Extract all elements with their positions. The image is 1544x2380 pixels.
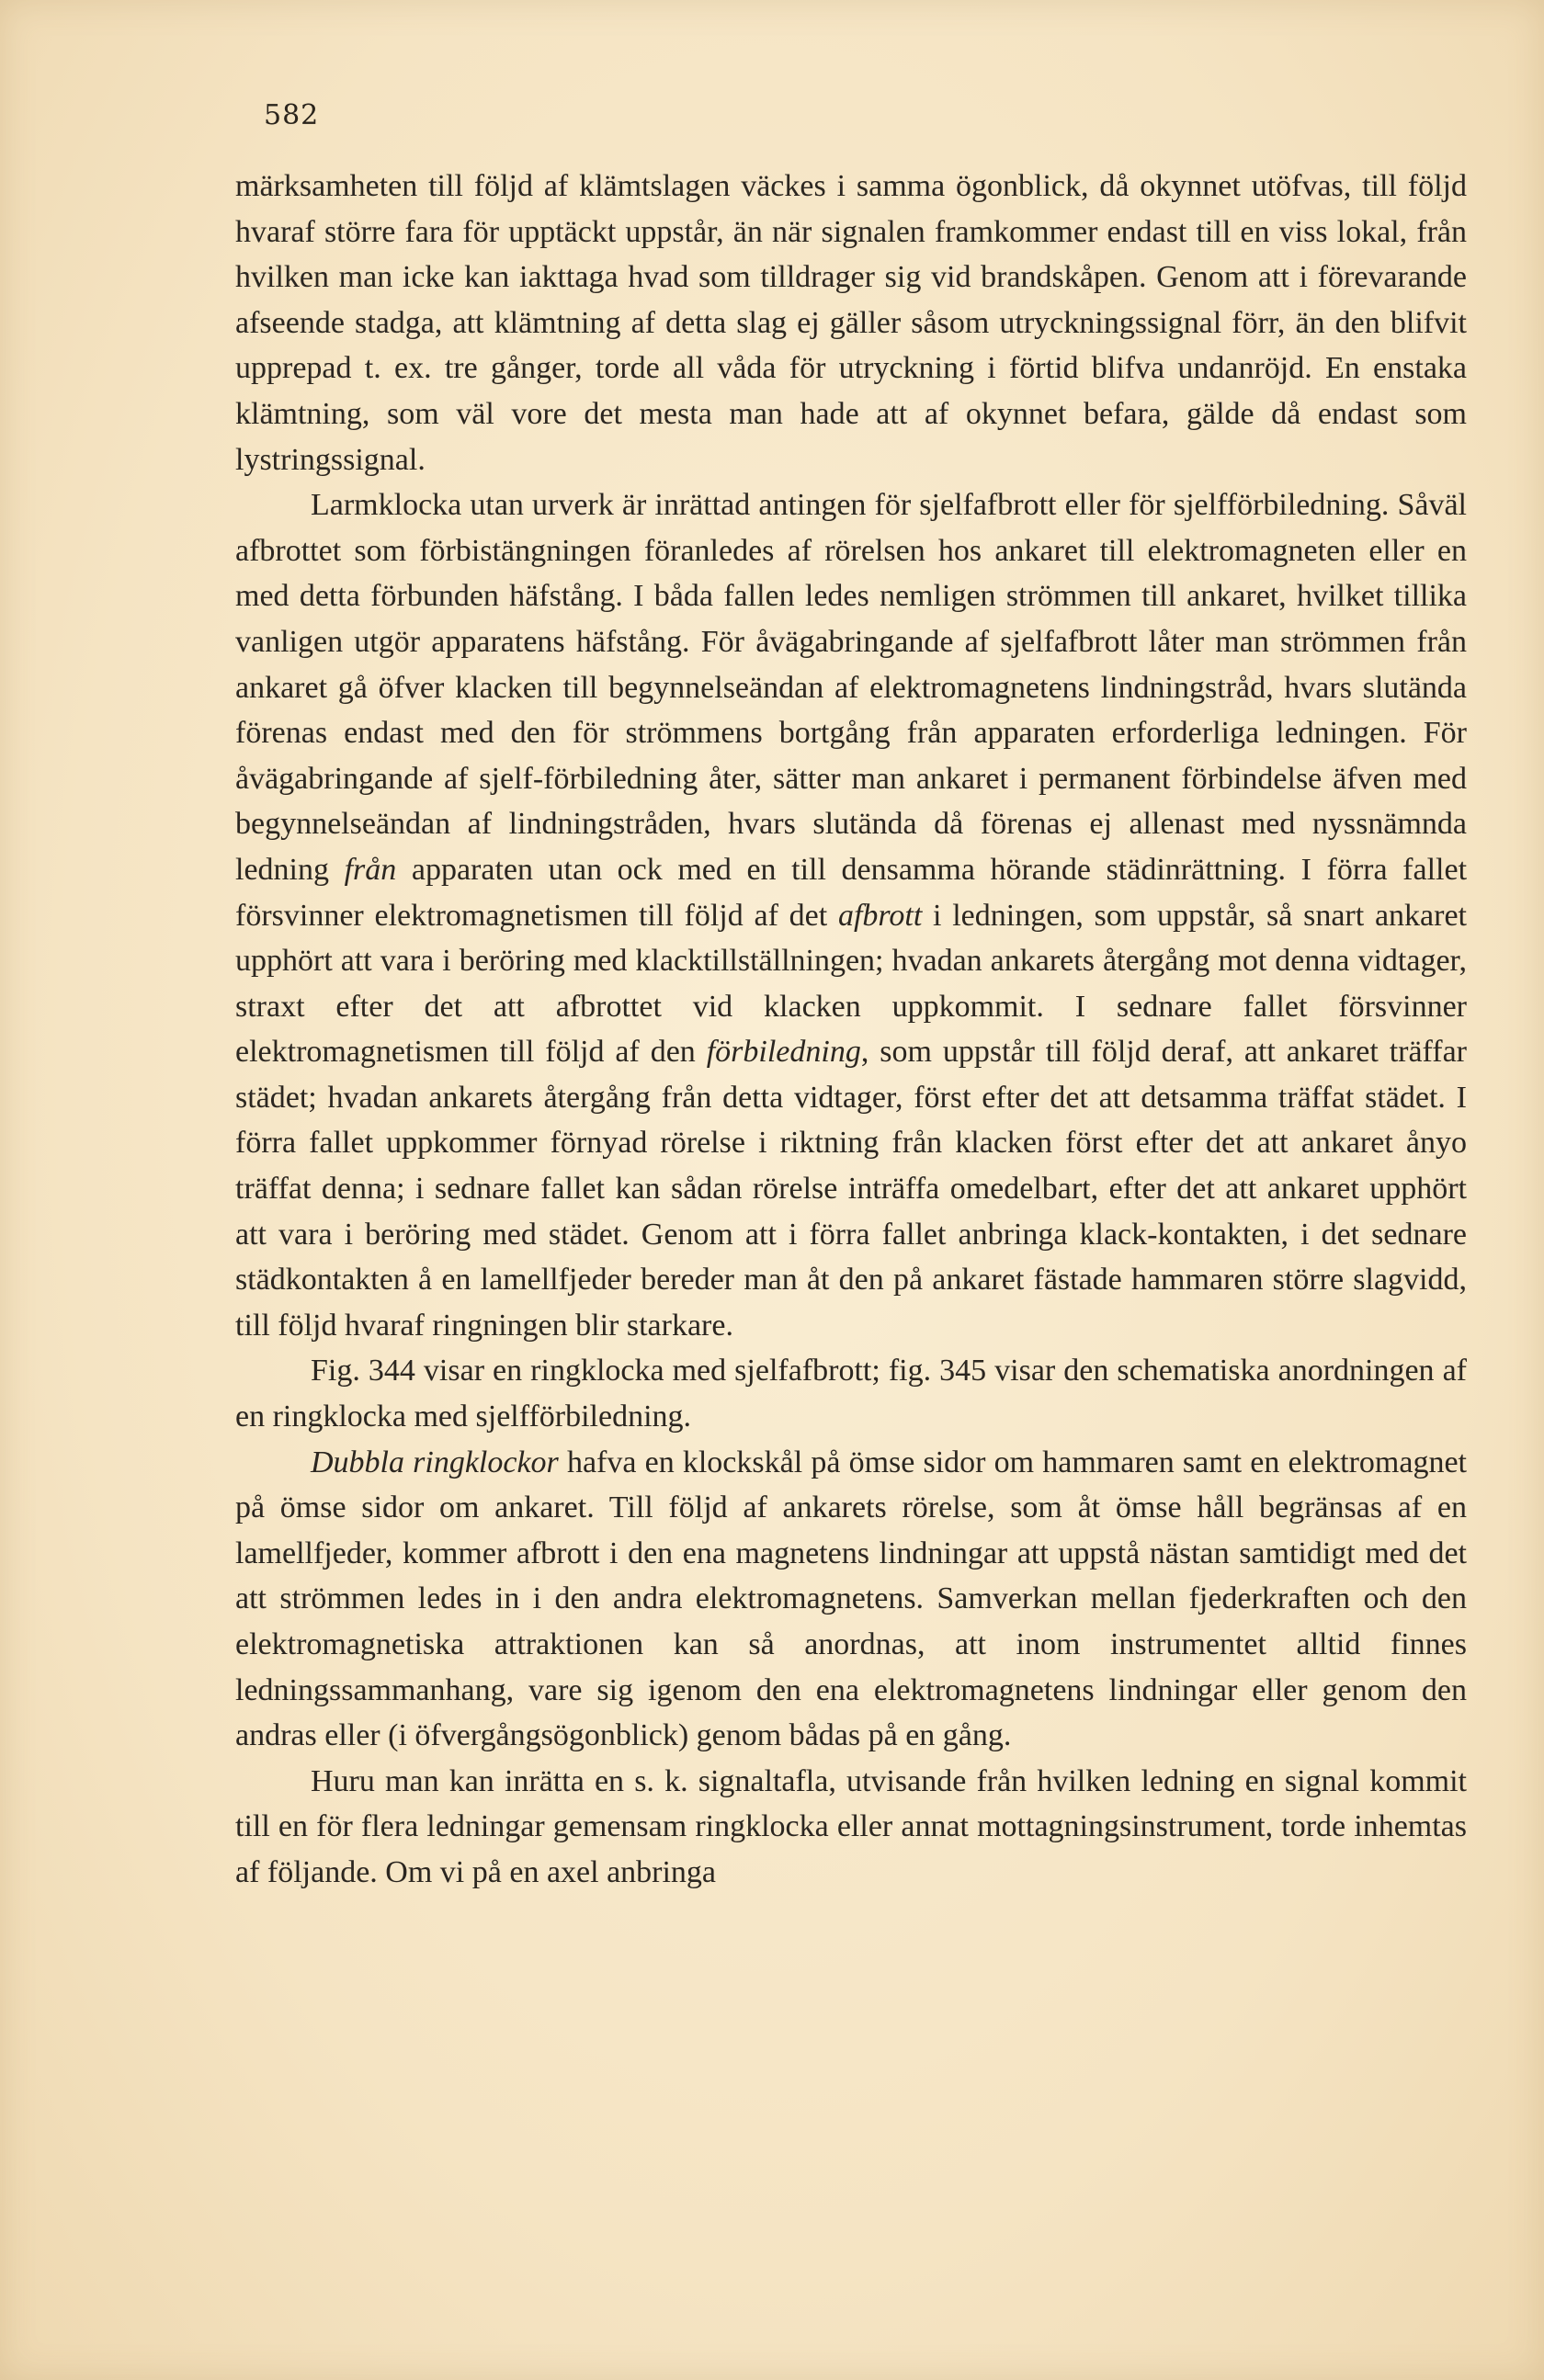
text-segment: märksamheten till följd af klämtslagen väckes i samma ögonblick, då okynnet utöfvas, till följd hvaraf större fara för upptäckt uppstår, än när signalen framkommer endast till en viss lokal, från hvilken man icke kan iakttaga hvad som tilldrager sig vid brandskåpen. Genom att i förevarande afseende stadga, att klämtning af detta slag ej gäller såsom utryckningssignal förr, än den blifvit upprepad t. ex. tre gånger, torde all våda för utryckning i förtid blifva undanröjd. En enstaka klämtning, som väl vore det mesta man hade att af okynnet befara, gälde då endast som lystringssignal. bbox=[235, 169, 1467, 477]
italic-term: förbiledning bbox=[706, 1035, 861, 1070]
italic-term: Dubbla ringklockor bbox=[311, 1445, 559, 1479]
text-segment: Huru man kan inrätta en s. k. signaltafla, utvisande från hvilken ledning en signal kommit till en för flera ledningar gemensam ringklocka eller annat mottagningsinstrument, torde inhemtas af följande. Om vi på en axel anbringa bbox=[235, 1763, 1467, 1889]
text-segment: , som uppstår till följd deraf, att ankaret träffar städet; hvadan ankarets återgång från detta vidtager, först efter det att detsamma träffat städet. I förra fallet uppkommer förnyad rörelse i riktning från klacken först efter det att ankaret ånyo träffat denna; i sednare fallet kan sådan rörelse inträffa omedelbart, efter det att ankaret upphört att vara i beröring med städet. Genom att i förra fallet anbringa klack-kontakten, i det sednare städkontakten å en lamellfjeder bereder man åt den på ankaret fästade hammaren större slagvidd, till följd hvaraf ringningen blir starkare. bbox=[235, 1035, 1467, 1343]
text-segment: Larmklocka utan urverk är inrättad antingen för sjelfafbrott eller för sjelfförbiledning. Såväl afbrottet som förbistängningen föranledes af rörelsen hos ankaret till elektromagneten eller en med detta förbunden häfstång. I båda fallen ledes nemligen strömmen till ankaret, hvilket tillika vanligen utgör apparatens häfstång. För åvägabringande af sjelfafbrott låter man strömmen från ankaret gå öfver klacken till begynnelseändan af elektromagnetens lindningstråd, hvars slutända förenas endast med den för strömmens bortgång från apparaten erforderliga ledningen. För åvägabringande af sjelf-förbiledning åter, sätter man ankaret i permanent förbindelse äfven med begynnelseändan af lindningstråden, hvars slutända då förenas ej allenast med nyssnämnda ledning bbox=[235, 488, 1467, 887]
paragraph-5 bbox=[235, 1759, 1467, 1896]
text-segment: hafva en klockskål på ömse sidor om hammaren samt en elektromagnet på ömse sidor om ankaret. Till följd af ankarets rörelse, som åt ömse håll begränsas af en lamellfjeder, kommer afbrott i den ena magnetens lindningar att uppstå nästan samtidigt med det att strömmen ledes in i den andra elektromagnetens. Samverkan mellan fjederkraften och den elektromagnetiska attraktionen kan så anordnas, att inom instrumentet alltid finnes ledningssammanhang, vare sig igenom den ena elektromagnetens lindningar eller genom den andras eller (i öfvergångsögonblick) genom bådas på en gång. bbox=[235, 1445, 1467, 1753]
text-segment: Fig. 344 visar en ringklocka med sjelfafbrott; fig. 345 visar den schematiska anordningen af en ringklocka med sjelfförbiledning. bbox=[235, 1354, 1467, 1434]
paragraph-4 bbox=[235, 1440, 1467, 1759]
paragraph-3 bbox=[235, 1348, 1467, 1439]
italic-term: från bbox=[344, 852, 397, 887]
body-text bbox=[235, 164, 1467, 1896]
paragraph-1 bbox=[235, 164, 1467, 482]
paragraph-2 bbox=[235, 482, 1467, 1348]
text-segment: apparaten utan ock med en till densamma hörande städinrättning. I förra fallet försvinner elektromagnetismen till följd af det bbox=[235, 852, 1468, 933]
italic-term: afbrott bbox=[837, 898, 923, 933]
page-number: 582 bbox=[264, 99, 320, 131]
text-segment: i ledningen, som uppstår, så snart ankaret upphört att vara i beröring med klacktillställningen; hvadan ankarets återgång mot denna vidtager, straxt efter det att afbrottet vid klacken uppkommit. I sednare fallet försvinner elektromagnetismen till följd af den bbox=[235, 898, 1467, 1070]
